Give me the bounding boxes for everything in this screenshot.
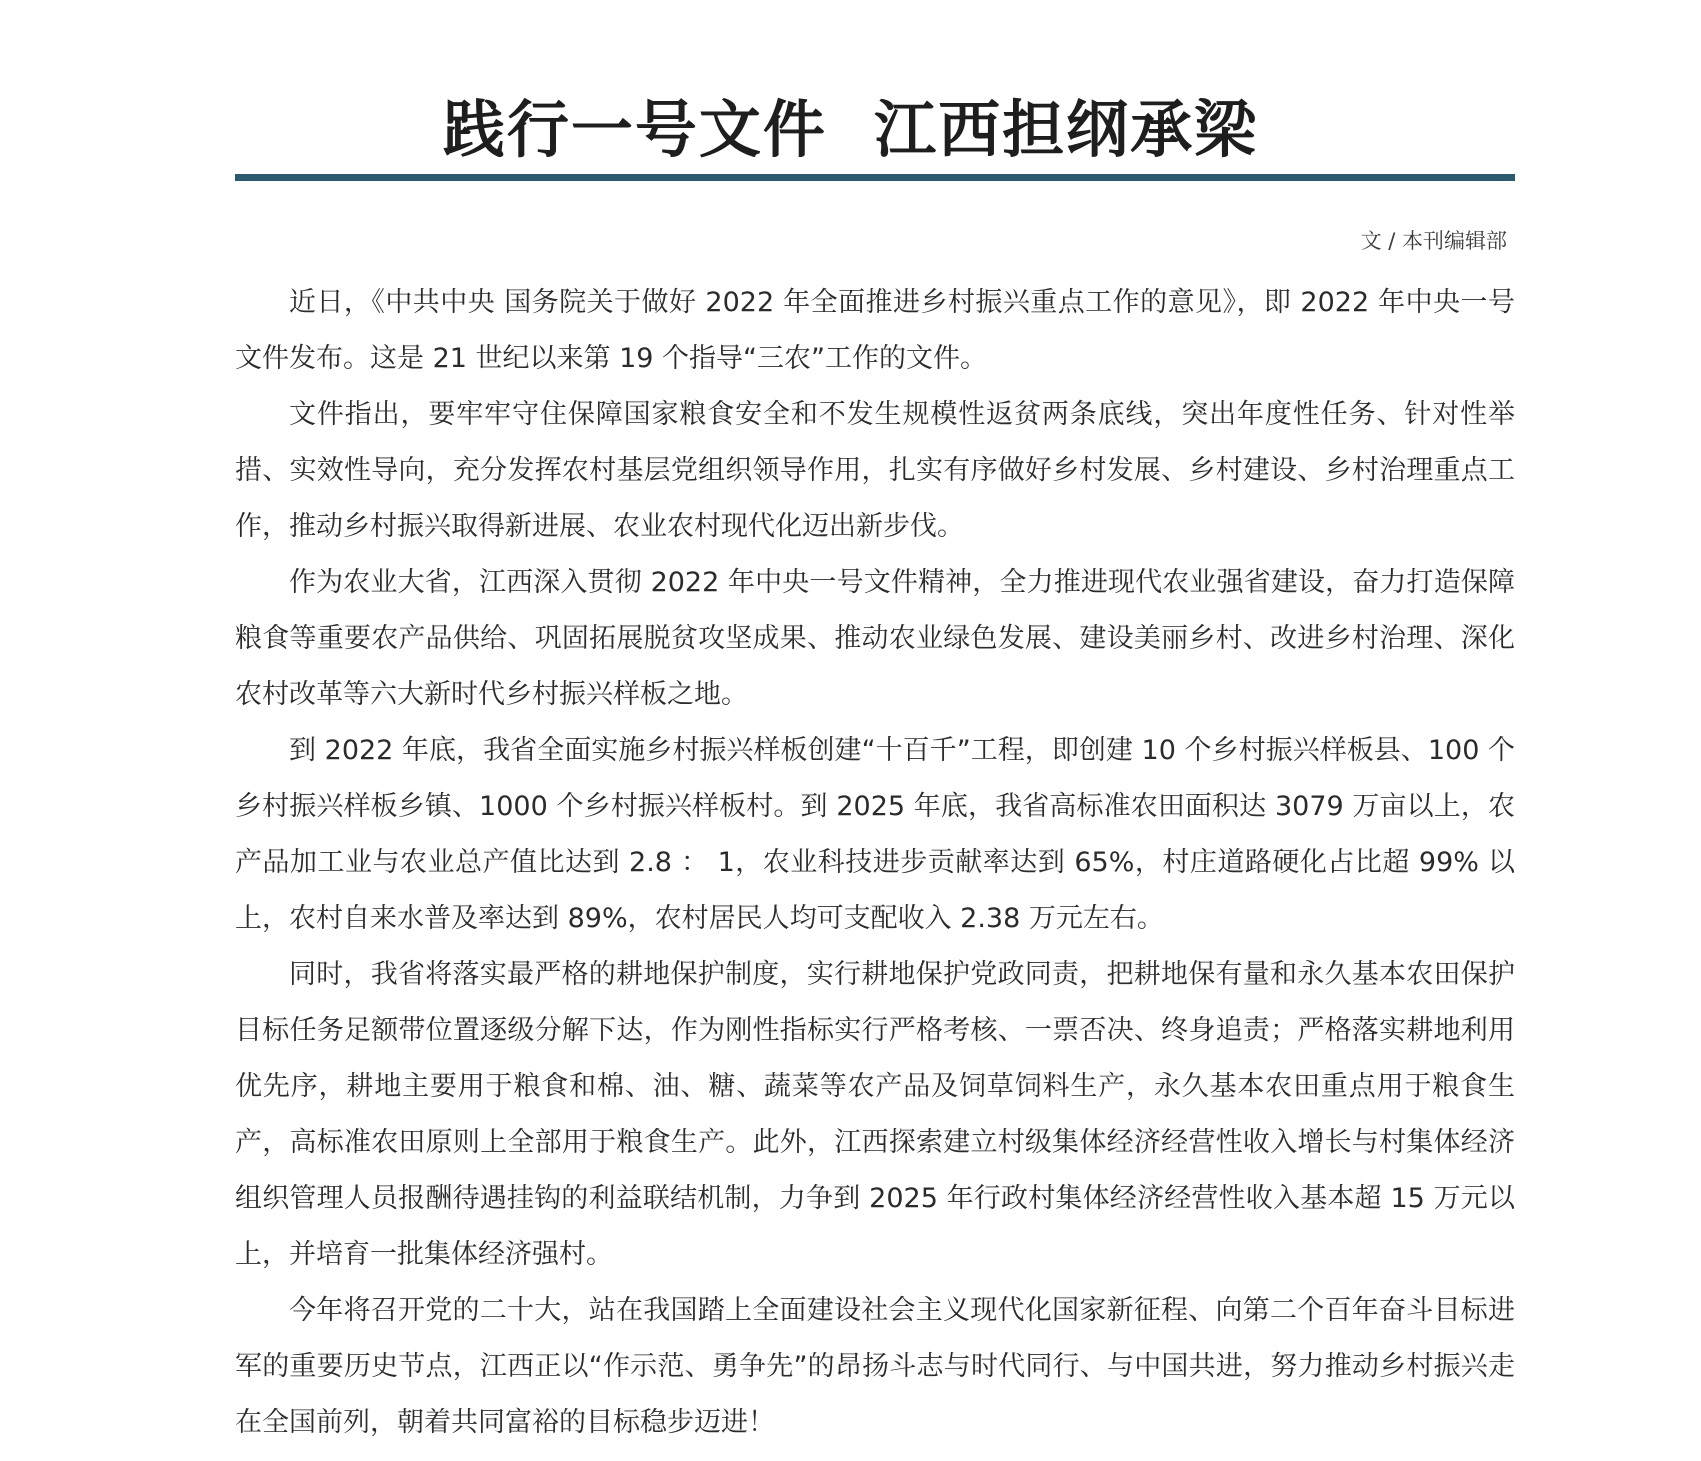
article-byline: 文 / 本刊编辑部 — [1360, 229, 1507, 253]
paragraph: 作为农业大省，江西深入贯彻 2022 年中央一号文件精神，全力推进现代农业强省建设，奋力打造保障粮食等重要农产品供给、巩固拓展脱贫攻坚成果、推动农业绿色发展、建设美丽乡村、改进乡村治理、深化农村改革等六大新时代乡村振兴样板之地。 — [235, 567, 1515, 710]
paragraph: 同时，我省将落实最严格的耕地保护制度，实行耕地保护党政同责，把耕地保有量和永久基本农田保护目标任务足额带位置逐级分解下达，作为刚性指标实行严格考核、一票否决、终身追责；严格落实耕地利用优先序，耕地主要用于粮食和棉、油、糖、蔬菜等农产品及饲草饲料生产，永久基本农田重点用于粮食生产，高标准农田原则上全部用于粮食生产。此外，江西探索建立村级集体经济经营性收入增长与村集体经济组织管理人员报酬待遇挂钩的利益联结机制，力争到 2025 年行政村集体经济经营性收入基本超 15 万元以上，并培育一批集体经济强村。 — [235, 959, 1515, 1270]
paragraph: 文件指出，要牢牢守住保障国家粮食安全和不发生规模性返贫两条底线，突出年度性任务、针对性举措、实效性导向，充分发挥农村基层党组织领导作用，扎实有序做好乡村发展、乡村建设、乡村治理重点工作，推动乡村振兴取得新进展、农业农村现代化迈出新步伐。 — [235, 399, 1515, 542]
article-body — [235, 275, 1515, 1451]
paragraph: 到 2022 年底，我省全面实施乡村振兴样板创建“十百千”工程，即创建 10 个乡村振兴样板县、100 个乡村振兴样板乡镇、1000 个乡村振兴样板村。到 2025 年底，我省高标准农田面积达 3079 万亩以上，农产品加工业与农业总产值比达到 2.8 ： 1，农业科技进步贡献率达到 65%，村庄道路硬化占比超 99% 以上，农村自来水普及率达到 89%，农村居民人均可支配收入 2.38 万元左右。 — [235, 735, 1515, 934]
paragraph: 今年将召开党的二十大，站在我国踏上全面建设社会主义现代化国家新征程、向第二个百年奋斗目标进军的重要历史节点，江西正以“作示范、勇争先”的昂扬斗志与时代同行、与中国共进，努力推动乡村振兴走在全国前列，朝着共同富裕的目标稳步迈进！ — [235, 1295, 1515, 1438]
article-title: 践行一号文件 江西担纲承梁 — [442, 92, 1259, 166]
title-divider — [235, 174, 1515, 181]
paragraph: 近日，《中共中央 国务院关于做好 2022 年全面推进乡村振兴重点工作的意见》，即 2022 年中央一号文件发布。这是 21 世纪以来第 19 个指导“三农”工作的文件。 — [235, 287, 1515, 374]
